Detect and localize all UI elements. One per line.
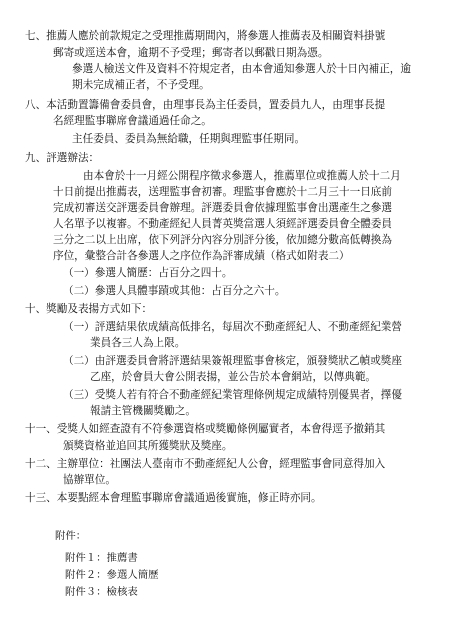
document-line: 參選人檢送文件及資料不符規定者，由本會通知參選人於十日內補正，逾 — [72, 63, 411, 75]
document-line: （二）由評選委員會將評選結果簽報理監事會核定，頒發獎狀乙幀或獎座 — [63, 355, 402, 367]
document-line: 報請主管機關獎勵之。 — [90, 405, 196, 417]
document-line: 三分之二以上出席，依下列評分內容分別評分後，依加總分數高低轉換為 — [53, 234, 392, 246]
document-line: （一）評選結果依成績高低排名，每屆次不動產經紀人、不動產經紀業營 — [63, 321, 402, 333]
document-line: 七、推薦人應於前款規定之受理推薦期間內，將參選人推薦表及相關資料掛號 — [25, 30, 386, 42]
document-line: （三）受獎人若有符合不動產經紀業管理條例規定成績特別優異者，擇優 — [63, 389, 402, 401]
document-line: （二）參選人具體事蹟或其他：占百分之六十。 — [63, 285, 286, 297]
attachment-item: 附件２：參選人簡歷 — [65, 569, 159, 581]
document-line: 協辦單位。 — [63, 474, 116, 486]
attachment-item: 附件３：檢核表 — [65, 586, 138, 598]
document-line: 十日前提出推薦表，送理監事會初審。理監事會應於十二月三十一日底前 — [53, 186, 392, 198]
document-line: 乙座，於會員大會公開表揚，並公告於本會網站，以傳典範。 — [90, 371, 377, 383]
document-line: 名經理監事聯席會議通過任命之。 — [53, 115, 212, 127]
document-line: 十、獎勵及表揚方式如下： — [25, 303, 153, 315]
document-line: 人名單予以複審。不動產經紀人員菁英獎當選人須經評選委員會全體委員 — [53, 218, 392, 230]
document-line: 由本會於十一月經公開程序徵求參選人，推薦單位或推薦人於十二月 — [83, 170, 401, 182]
document-line: 十二、主辦單位：社團法人臺南市不動產經紀人公會，經理監事會同意得加入 — [25, 458, 386, 470]
document-line: 完成初審送交評選委員會辦理。評選委員會依據理監事會出選產生之參選 — [53, 202, 392, 214]
document-line: 九、評選辦法： — [25, 152, 100, 164]
document-line: 八、本活動置籌備會委員會，由理事長為主任委員，置委員九人，由理事長提 — [25, 99, 386, 111]
document-line: 業員各三人為上限。 — [90, 337, 186, 349]
document-line: 郵寄或逕送本會，逾期不予受理；郵寄者以郵戳日期為憑。 — [53, 47, 329, 59]
document-line: 十一、受獎人如經查證有不符參選資格或獎勵條例屬實者，本會得逕予撤銷其 — [25, 423, 386, 435]
attachments-title: 附件： — [55, 530, 87, 542]
document-line: 頒獎資格並追回其所獲獎狀及獎座。 — [63, 440, 233, 452]
attachment-item: 附件１：推薦書 — [65, 552, 138, 564]
document-line: 十三、本要點經本會理監事聯席會議通過後實施，修正時亦同。 — [25, 492, 322, 504]
document-line: 序位，彙整合計各參選人之序位作為評審成績（格式如附表二） — [53, 250, 350, 262]
document-line: 期未完成補正者，不予受理。 — [72, 79, 210, 91]
document-line: （一）參選人簡歷：占百分之四十。 — [63, 267, 233, 279]
document-line: 主任委員、委員為無給職，任期與理監事任期同。 — [72, 133, 306, 145]
